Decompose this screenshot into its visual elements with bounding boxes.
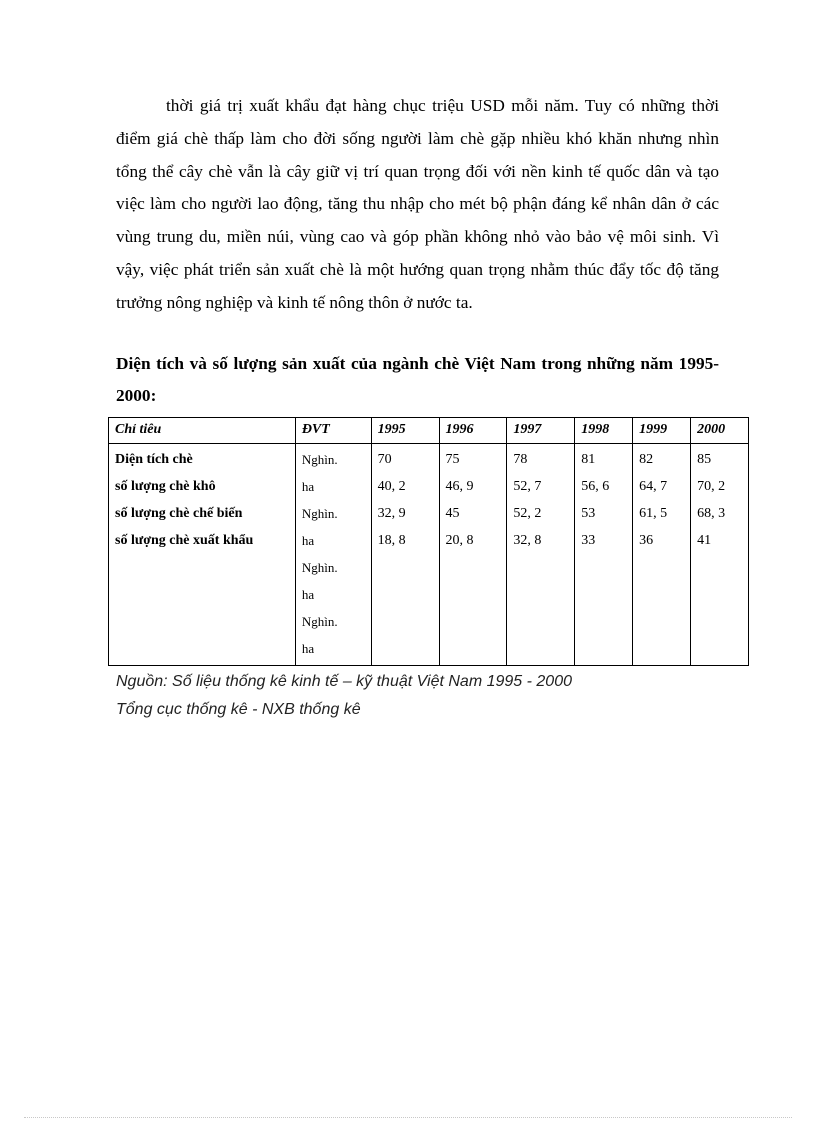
tea-statistics-table [108, 417, 749, 666]
value: 46, 9 [445, 479, 474, 494]
value: 33 [581, 533, 596, 548]
value: 70 [377, 452, 392, 467]
indicator-cell [109, 444, 296, 666]
value: 75 [445, 452, 460, 467]
table-header-row [109, 418, 749, 444]
source-line: Nguồn: Số liệu thống kê kinh tế – kỹ thuật Việt Nam 1995 - 2000 [116, 673, 572, 690]
value: 53 [581, 506, 596, 521]
unit-label: Nghìn. [301, 560, 338, 575]
unit-label: ha [301, 587, 315, 602]
unit-label: ha [301, 641, 315, 656]
table-heading: Diện tích và số lượng sản xuất của ngành chè Việt Nam trong những năm 1995-2000: [116, 354, 719, 405]
value: 61, 5 [639, 506, 668, 521]
indicator-label: Diện tích chè [115, 452, 193, 467]
year-1995-cell [371, 444, 439, 666]
value: 64, 7 [639, 479, 668, 494]
value: 82 [639, 452, 654, 467]
year-1997-cell [507, 444, 575, 666]
header-year-1998: 1998 [575, 418, 633, 444]
header-year-1999: 1999 [633, 418, 691, 444]
source-note [116, 668, 756, 724]
value: 52, 7 [513, 479, 542, 494]
source-line: Tổng cục thống kê - NXB thống kê [116, 701, 361, 718]
table-row [109, 444, 749, 666]
header-year-1997: 1997 [507, 418, 575, 444]
value: 52, 2 [513, 506, 542, 521]
value: 20, 8 [445, 533, 474, 548]
value: 32, 8 [513, 533, 542, 548]
indicator-label: số lượng chè xuất khẩu [115, 533, 254, 548]
unit-label: ha [301, 479, 315, 494]
value: 41 [697, 533, 712, 548]
unit-label: ha [301, 533, 315, 548]
unit-cell [295, 444, 371, 666]
year-2000-cell [691, 444, 749, 666]
header-indicator: Chỉ tiêu [109, 418, 296, 444]
unit-label: Nghìn. [301, 506, 338, 521]
value: 56, 6 [581, 479, 610, 494]
value: 85 [697, 452, 712, 467]
indicator-label: số lượng chè khô [115, 479, 216, 494]
value: 81 [581, 452, 596, 467]
year-1996-cell [439, 444, 507, 666]
value: 36 [639, 533, 654, 548]
header-year-1996: 1996 [439, 418, 507, 444]
value: 40, 2 [377, 479, 406, 494]
page-bottom-divider [24, 1117, 792, 1118]
value: 70, 2 [697, 479, 726, 494]
header-year-1995: 1995 [371, 418, 439, 444]
year-1998-cell [575, 444, 633, 666]
value: 68, 3 [697, 506, 726, 521]
header-year-2000: 2000 [691, 418, 749, 444]
value: 32, 9 [377, 506, 406, 521]
year-1999-cell [633, 444, 691, 666]
header-unit: ĐVT [295, 418, 371, 444]
unit-label: Nghìn. [301, 614, 338, 629]
indicator-label: số lượng chè chế biến [115, 506, 243, 521]
value: 45 [445, 506, 460, 521]
value: 18, 8 [377, 533, 406, 548]
body-paragraph: thời giá trị xuất khẩu đạt hàng chục triệu USD mỗi năm. Tuy có những thời điểm giá chè thấp làm cho đời sống người làm chè gặp nhiều khó khăn nhưng nhìn tổng thể cây chè vẫn là cây giữ vị trí quan trọng đối với nền kinh tế quốc dân và tạo việc làm cho người lao động, tăng thu nhập cho mét bộ phận đáng kể nhân dân ở các vùng trung du, miền núi, vùng cao và góp phần không nhỏ vào bảo vệ môi sinh. Vì vậy, việc phát triển sản xuất chè là một hướng quan trọng nhằm thúc đẩy tốc độ tăng trưởng nông nghiệp và kinh tế nông thôn ở nước ta. [116, 96, 719, 312]
unit-label: Nghìn. [301, 452, 338, 467]
value: 78 [513, 452, 528, 467]
